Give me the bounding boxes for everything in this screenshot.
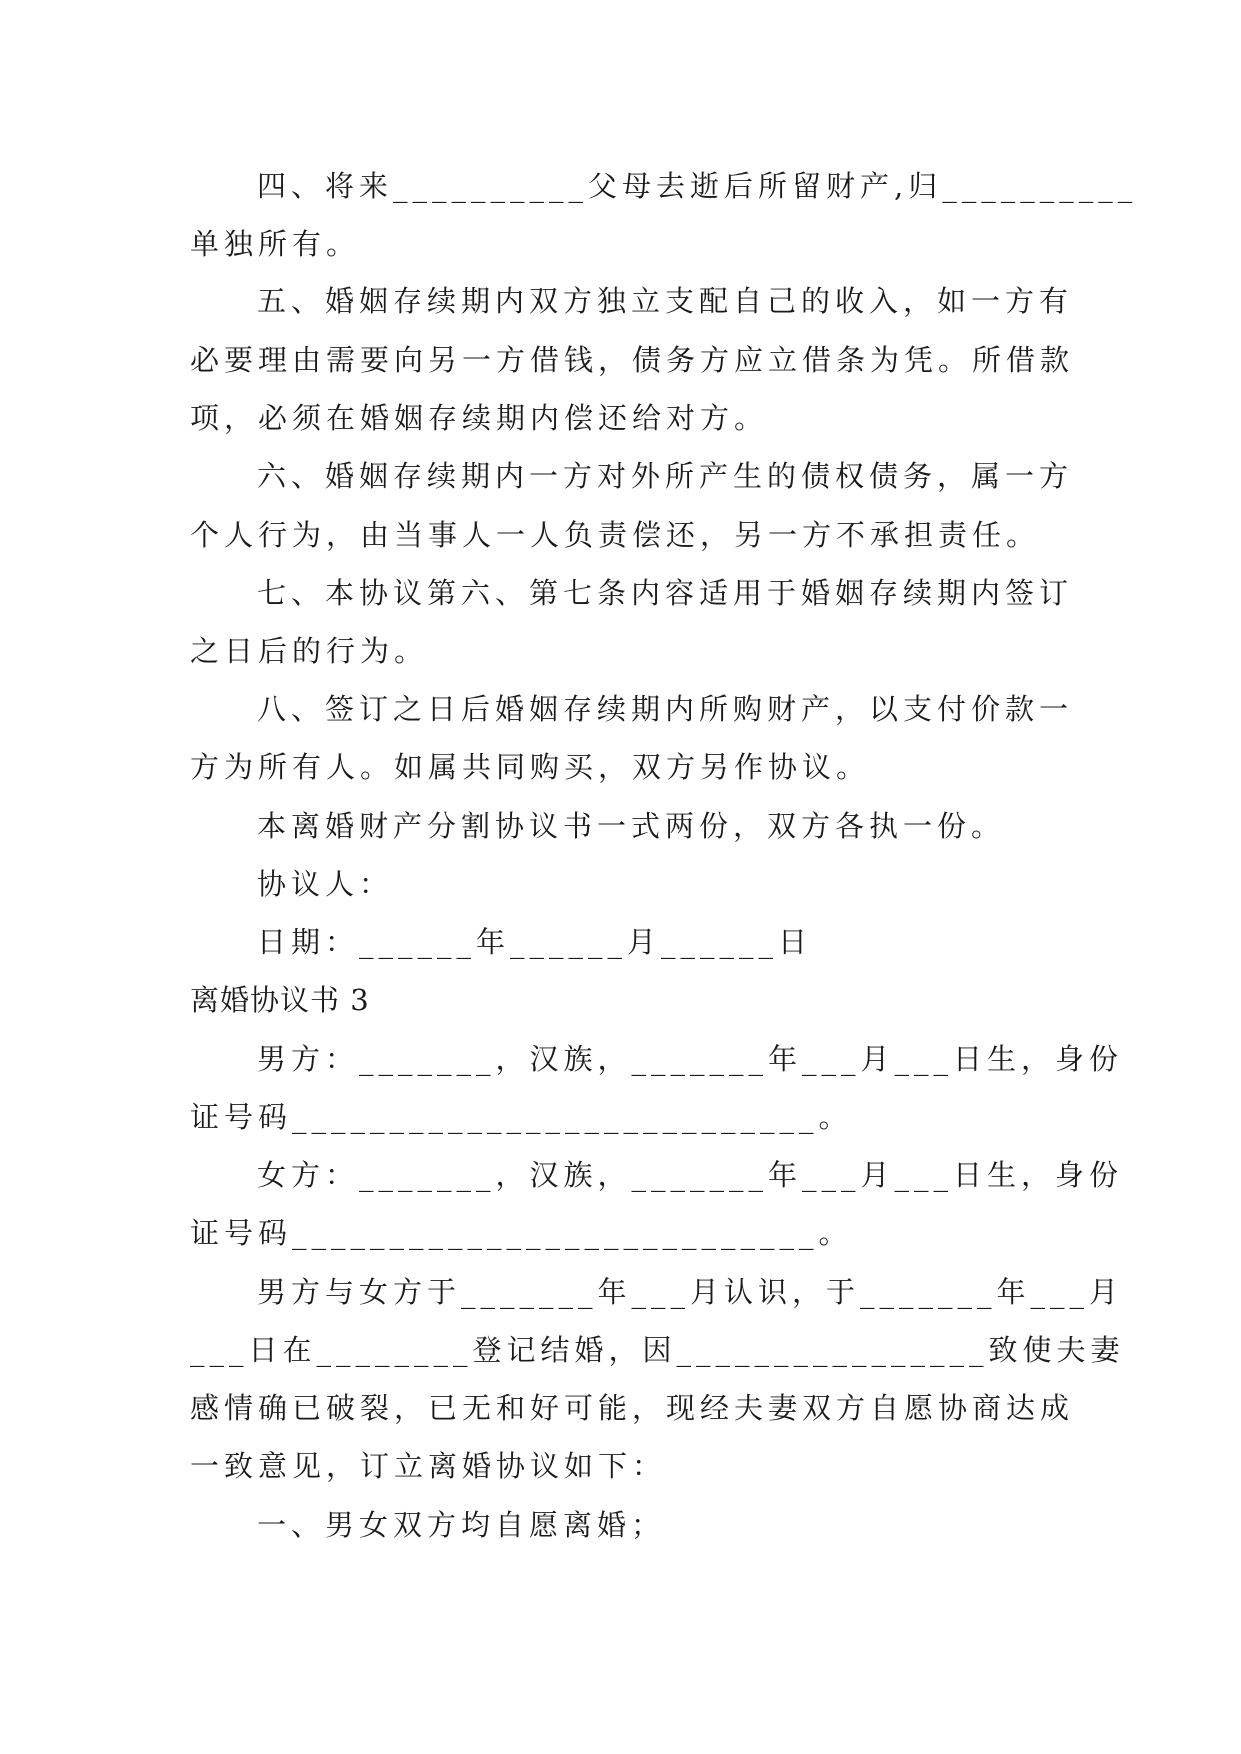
paragraph-line: 感情确已破裂，已无和好可能，现经夫妻双方自愿协商达成 [190, 1391, 1075, 1425]
paragraph-line: 证号码___________________________。 [190, 1100, 853, 1134]
paragraph-line: 七、本协议第六、第七条内容适用于婚姻存续期内签订 [257, 576, 1074, 610]
paragraph-line: 必要理由需要向另一方借钱，债务方应立借条为凭。所借款 [190, 343, 1075, 377]
paragraph-line: 单独所有。 [190, 227, 361, 261]
paragraph-line: 证号码___________________________。 [190, 1216, 853, 1250]
paragraph-line: 一致意见，订立离婚协议如下： [190, 1449, 667, 1483]
signatory-label: 协议人： [257, 867, 394, 901]
paragraph-line: 男方：_______，汉族，_______年___月___日生，身份 [257, 1042, 1124, 1076]
section-title: 离婚协议书 3 [190, 983, 370, 1017]
paragraph-line: 方为所有人。如属共同购买，双方另作协议。 [190, 750, 871, 784]
paragraph-line: 女方：_______，汉族，_______年___月___日生，身份 [257, 1158, 1124, 1192]
paragraph-line: 个人行为，由当事人一人负责偿还，另一方不承担责任。 [190, 518, 1041, 552]
paragraph-line: 四、将来__________父母去逝后所留财产,归__________ [257, 169, 1138, 203]
paragraph-line: 本离婚财产分割协议书一式两份，双方各执一份。 [257, 809, 1006, 843]
paragraph-line: 一、男女双方均自愿离婚； [257, 1508, 666, 1542]
paragraph-line: 男方与女方于_______年___月认识，于_______年___月 [257, 1275, 1124, 1309]
paragraph-line: 六、婚姻存续期内一方对外所产生的债权债务，属一方 [257, 459, 1074, 493]
paragraph-line: 项，必须在婚姻存续期内偿还给对方。 [190, 401, 769, 435]
paragraph-line: 八、签订之日后婚姻存续期内所购财产，以支付价款一 [257, 692, 1074, 726]
paragraph-line: 五、婚姻存续期内双方独立支配自己的收入，如一方有 [257, 284, 1074, 318]
date-line: 日期：______年______月______日 [257, 925, 813, 959]
paragraph-line: 之日后的行为。 [190, 634, 429, 668]
paragraph-line: ___日在________登记结婚，因________________致使夫妻 [190, 1333, 1125, 1367]
